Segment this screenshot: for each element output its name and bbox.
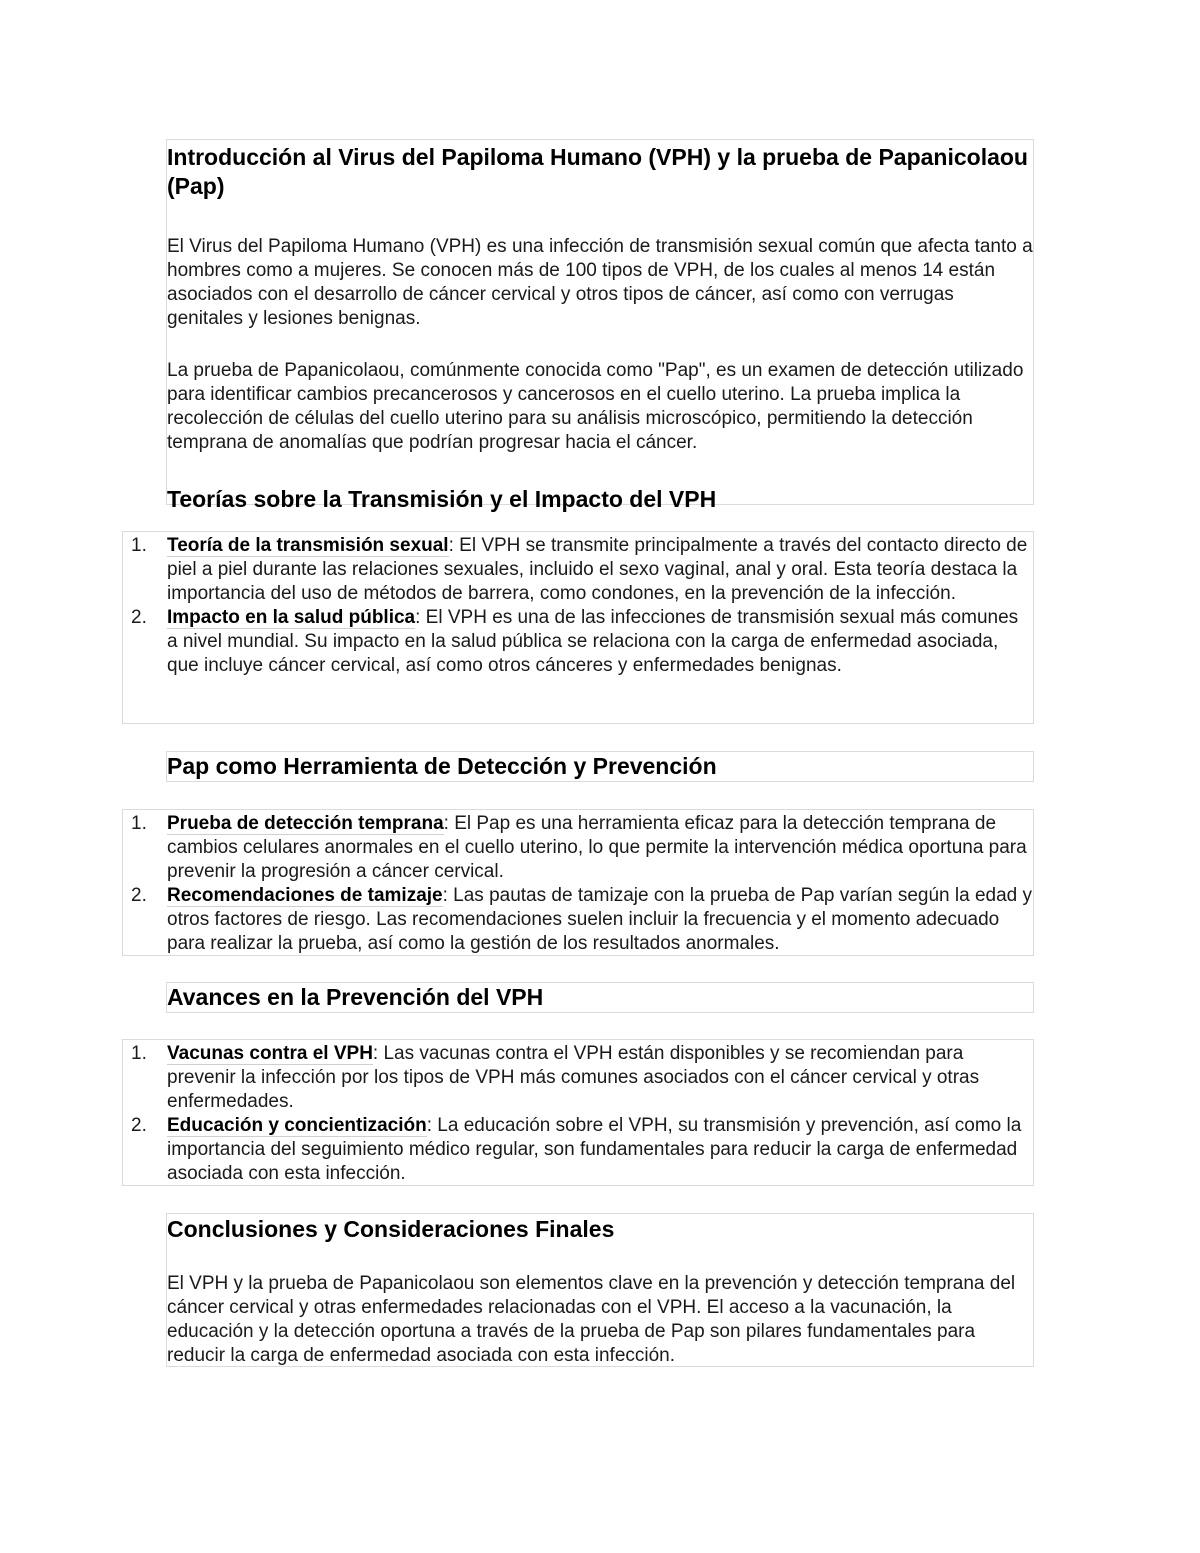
list-item — [123, 1042, 1033, 1114]
transmission-title: Teorías sobre la Transmisión y el Impacto del VPH — [167, 486, 717, 512]
list-item — [123, 1114, 1033, 1186]
list-term: Impacto en la salud pública — [167, 607, 416, 628]
list-item — [123, 884, 1033, 956]
list-text: : El VPH se transmite principalmente a través del contacto directo de piel a piel durante las relaciones sexuales, incluido el sexo vaginal, anal y oral. Esta teoría destaca la importancia del uso de métodos de barrera, como condones, en la prevención de la infección. — [167, 535, 1028, 604]
advances-list-box — [122, 1039, 1034, 1186]
list-term: Vacunas contra el VPH — [167, 1043, 373, 1064]
conclusions-section — [166, 1213, 1034, 1367]
intro-title: Introducción al Virus del Papiloma Humano (VPH) y la prueba de Papanicolaou (Pap) — [167, 144, 1028, 199]
list-term: Recomendaciones de tamizaje — [167, 885, 443, 906]
list-number: 2. — [131, 1115, 147, 1136]
list-item — [123, 606, 1033, 678]
list-number: 2. — [131, 885, 147, 906]
intro-section — [166, 139, 1034, 512]
list-number: 2. — [131, 607, 147, 628]
list-number: 1. — [131, 535, 147, 556]
list-item — [123, 534, 1033, 606]
advances-list — [123, 1042, 1033, 1186]
pap-list-box — [122, 809, 1034, 956]
list-number: 1. — [131, 1043, 147, 1064]
pap-paragraph: La prueba de Papanicolaou, comúnmente conocida como "Pap", es un examen de detección utilizado para identificar cambios precancerosos y cancerosos en el cuello uterino. La prueba implica la recolección de células del cuello uterino para su análisis microscópico, permitiendo la detección temprana de anomalías que podrían progresar hacia el cáncer. — [167, 360, 1024, 453]
list-item — [123, 812, 1033, 884]
conclusions-title: Conclusiones y Consideraciones Finales — [167, 1216, 615, 1242]
pap-list — [123, 812, 1033, 956]
list-text: : El VPH es una de las infecciones de transmisión sexual más comunes a nivel mundial. Su impacto en la salud pública se relaciona con la carga de enfermedad asociada, que incluye cáncer cervical, así como otros cánceres y enfermedades benignas. — [167, 607, 1019, 676]
list-term: Teoría de la transmisión sexual — [167, 535, 449, 556]
advances-title: Avances en la Prevención del VPH — [167, 984, 544, 1010]
advances-heading-box — [166, 982, 1034, 1013]
conclusions-paragraph: El VPH y la prueba de Papanicolaou son elementos clave en la prevención y detección temprana del cáncer cervical y otras enfermedades relacionadas con el VPH. El acceso a la vacunación, la educación y la detección oportuna a través de la prueba de Pap son pilares fundamentales para reducir la carga de enfermedad asociada con esta infección. — [167, 1273, 1016, 1366]
list-text: : Las vacunas contra el VPH están disponibles y se recomiendan para prevenir la infección por los tipos de VPH más comunes asociados con el cáncer cervical y otras enfermedades. — [167, 1043, 980, 1112]
list-text: : Las pautas de tamizaje con la prueba de Pap varían según la edad y otros factores de riesgo. Las recomendaciones suelen incluir la frecuencia y el momento adecuado para realizar la prueba, así como la gestión de los resultados anormales. — [167, 885, 1033, 954]
list-term: Prueba de detección temprana — [167, 813, 444, 834]
transmission-list-box — [122, 531, 1034, 724]
pap-title: Pap como Herramienta de Detección y Prevención — [167, 753, 717, 779]
list-text: : El Pap es una herramienta eficaz para la detección temprana de cambios celulares anormales en el cuello uterino, lo que permite la intervención médica oportuna para prevenir la progresión a cáncer cervical. — [167, 813, 1027, 882]
transmission-list — [123, 534, 1033, 678]
list-term: Educación y concientización — [167, 1115, 427, 1136]
list-number: 1. — [131, 813, 147, 834]
list-text: : La educación sobre el VPH, su transmisión y prevención, así como la importancia del seguimiento médico regular, son fundamentales para reducir la carga de enfermedad asociada con esta infección. — [167, 1115, 1022, 1184]
intro-paragraph: El Virus del Papiloma Humano (VPH) es una infección de transmisión sexual común que afecta tanto a hombres como a mujeres. Se conocen más de 100 tipos de VPH, de los cuales al menos 14 están asociados con el desarrollo de cáncer cervical y otros tipos de cáncer, así como con verrugas genitales y lesiones benignas. — [167, 236, 1033, 329]
pap-heading-box — [166, 751, 1034, 782]
